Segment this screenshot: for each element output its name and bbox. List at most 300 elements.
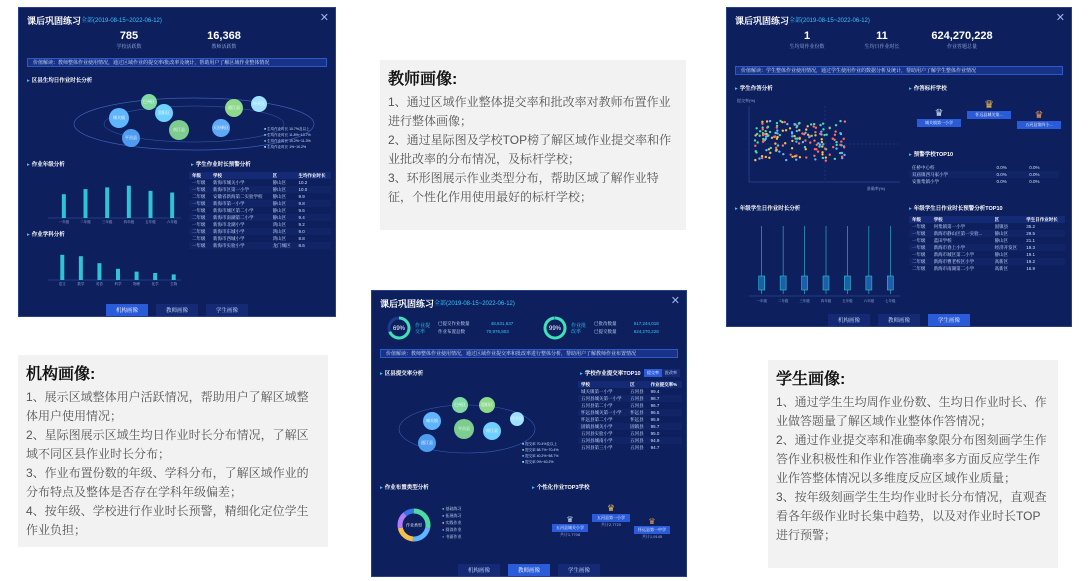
description-line: 1、通过学生生均周作业份数、生均日作业时长、作业做答题量了解区域作业整体作答情况； (776, 395, 1047, 428)
scatter-point (778, 150, 780, 152)
table-row (909, 244, 1065, 251)
section-title: ▸ 个性化作业TOP3学校 (532, 483, 590, 491)
bar[interactable] (149, 191, 153, 218)
bar[interactable] (79, 256, 83, 280)
scatter-point (767, 134, 769, 136)
table-row (909, 258, 1065, 265)
date-range[interactable]: 全部(2019-08-15~2022-06-12) (81, 18, 162, 24)
axis-tick-label: 一年级 (756, 299, 767, 303)
bar[interactable] (105, 187, 109, 218)
table-cell: 新海市区第一小学 (210, 186, 270, 193)
col-header: 区 (992, 216, 1024, 223)
table-row (189, 193, 331, 200)
svg-text:经开区: 经开区 (511, 416, 523, 421)
scatter-point (805, 156, 807, 158)
kpi-label: 生均日作业时长 (864, 44, 900, 50)
scatter-point (829, 154, 831, 156)
bar[interactable] (127, 186, 131, 218)
table-row (909, 171, 1059, 178)
legend-item: ■ 生均作业时长 10.2%~11.3% (264, 139, 311, 143)
scatter-point (795, 154, 797, 156)
table-cell: 新海市实验小学 (210, 242, 270, 249)
table-cell: 五河县 (630, 402, 644, 408)
grade-bar-chart (33, 172, 183, 228)
table-cell: 0.0% (1029, 165, 1040, 170)
bubble-label: 恩阳区 (158, 110, 170, 115)
kpi-label: 作业答题总量 (946, 44, 977, 50)
table-cell: 新海市北湖小学 (212, 221, 245, 227)
description-heading: 教师画像: (388, 71, 458, 88)
benchmark-schools (917, 94, 1067, 144)
section-title: ▸ 区县提交率分析 (380, 369, 423, 377)
scatter-point (807, 134, 809, 136)
scatter-point (758, 135, 760, 137)
scatter-point (765, 130, 767, 132)
scatter-point (818, 145, 820, 147)
section-title: ▸ 学生作答分析 (735, 84, 773, 92)
table-cell: 新海市春上小学 (931, 244, 992, 251)
scatter-point (824, 148, 826, 150)
kpi-total-answers (922, 30, 1002, 50)
toggle-submit[interactable]: 提交率 (644, 369, 662, 377)
axis-tick-label: 五年级 (842, 299, 853, 303)
scatter-point (784, 121, 786, 123)
bar[interactable] (97, 263, 101, 280)
table-cell: 19.2 (1023, 258, 1065, 265)
tab-institution[interactable]: 机构画像 (106, 304, 148, 316)
axis-tick-label: 生物 (170, 282, 178, 286)
table-cell: 9.4 (295, 214, 331, 221)
svg-text:巴州区: 巴州区 (454, 402, 466, 407)
table-row (909, 223, 1065, 230)
scatter-point (769, 131, 771, 133)
scatter-point (813, 125, 815, 127)
description-line: 2、星际图展示区域生均日作业时长分布情况，了解区域不同区县作业时长分布； (26, 428, 309, 461)
scatter-point (814, 134, 816, 136)
donut-center-label: 作业类型 (406, 522, 422, 528)
scatter-point (814, 158, 816, 160)
scatter-point (823, 134, 825, 136)
kpi-label: 教师活跃数 (211, 44, 237, 50)
bar[interactable] (172, 274, 176, 280)
date-range[interactable]: 全部(2019-08-15~2022-06-12) (789, 18, 870, 24)
axis-tick-label: 七年级 (885, 299, 896, 303)
table-cell: 鸿山区 (272, 235, 287, 241)
table-cell: 94.7 (650, 445, 660, 450)
table-cell: 五河县第三小学 (581, 444, 613, 450)
description-line: 3、环形图展示作业类型分布，帮助区域了解作业特征，个性化作用使用最好的标杆学校； (388, 171, 659, 204)
axis-tick-label: 二年级 (80, 220, 91, 224)
table-row (189, 228, 331, 235)
kpi-active-teachers (194, 30, 254, 50)
scatter-point (814, 131, 816, 133)
kpi-active-schools (104, 30, 154, 50)
scatter-point (835, 147, 837, 149)
scatter-point (804, 146, 806, 148)
scatter-point (826, 133, 828, 135)
scatter-point (774, 142, 776, 144)
table-cell: 新海市南湖第二小学 (933, 265, 975, 271)
table-cell: 一年级 (189, 200, 210, 207)
scatter-point (834, 134, 836, 136)
scatter-point (782, 130, 784, 132)
table-cell: 龙门城区 (270, 242, 296, 249)
scatter-point (791, 140, 793, 142)
section-title: ▸ 预警学校TOP10 (909, 150, 953, 158)
section-title: ▸ 学校作业提交率TOP10 (580, 369, 641, 377)
scatter-point (834, 158, 836, 160)
col-header: 作业提交率% (648, 381, 682, 388)
table-cell: 怀远县 (627, 409, 648, 416)
scatter-point (810, 123, 812, 125)
table-cell: 静山区 (272, 179, 287, 185)
table-cell: 一年级 (912, 223, 926, 229)
scatter-point (841, 152, 843, 154)
table-row (189, 242, 331, 249)
assignment-type-donut (394, 505, 434, 545)
tab-institution[interactable]: 机构画像 (828, 314, 870, 326)
box[interactable] (844, 276, 850, 290)
axis-tick-label: 五年级 (145, 220, 156, 224)
scatter-point (822, 128, 824, 130)
school-top10-table (578, 381, 682, 451)
legend-item: ■ 生均作业时长 1%~10.2% (264, 145, 307, 149)
description-line: 1、展示区域整体用户活跃情况，帮助用户了解区域整体用户使用情况； (26, 390, 309, 423)
table-cell: 五河县第二小学 (581, 402, 613, 408)
table-cell: 新海市南湖第二小学 (210, 214, 270, 221)
table-cell: 9.2 (298, 222, 305, 227)
kpi-value: 785 (119, 30, 139, 42)
close-icon[interactable]: ✕ (1055, 12, 1065, 24)
table-row (189, 179, 331, 186)
scatter-point (795, 126, 797, 128)
scatter-point (776, 129, 778, 131)
scatter-point (816, 144, 818, 146)
col-header: 学校 (578, 381, 627, 388)
scatter-point (785, 129, 787, 131)
scatter-point (768, 157, 770, 159)
table-cell: 五河县 (627, 395, 648, 402)
value-note: 价值解读：教师整体作业使用情况，通过区域作业的提交率/批改率及统计，帮助用户了解区域作业整体情况 (27, 58, 327, 67)
scatter-point (761, 123, 763, 125)
table-cell: 二年级 (189, 214, 210, 221)
table-cell: 0.0% (1026, 171, 1059, 178)
value-note: 价值解读：教师整体作业使用情况，通过区域作业提交率和批改率进行整体分析，帮助用户了解教师作业布置情况 (380, 349, 678, 358)
kpi-daily-duration (852, 30, 912, 50)
scatter-point (839, 132, 841, 134)
scatter-point (776, 136, 778, 138)
table-cell: 城关镇第一小学 (581, 388, 613, 394)
bar[interactable] (116, 269, 120, 280)
podium-item-1[interactable]: ♛ 五河县第一小学 共计2,7720 (592, 503, 630, 528)
axis-tick-label: 英语 (95, 282, 103, 286)
table-cell: 静山区 (270, 186, 296, 193)
bar[interactable] (62, 194, 66, 218)
scatter-point (754, 139, 756, 141)
table-row (578, 388, 682, 395)
ring-percent: 69% (392, 326, 406, 332)
table-cell: 8.6 (295, 242, 331, 249)
table-cell: 静山区 (272, 193, 287, 199)
tab-teacher[interactable]: 教师画像 (878, 314, 920, 326)
table-cell: 9.6 (298, 208, 305, 213)
col-header: 生均作业时长 (295, 172, 331, 179)
table-row (909, 237, 1065, 244)
table-row (578, 430, 682, 437)
scatter-point (795, 140, 797, 142)
table-cell: 0.0% (994, 171, 1027, 178)
review-rate-ring (542, 315, 568, 341)
scatter-point (791, 156, 793, 158)
bar[interactable] (170, 193, 174, 219)
box[interactable] (866, 276, 872, 290)
table-cell: 新海市曹老校区小学 (931, 258, 992, 265)
date-range[interactable]: 全部(2019-08-15~2022-06-12) (434, 301, 515, 307)
scatter-point (767, 126, 769, 128)
portrait-tabs (372, 564, 686, 576)
table-row (909, 230, 1065, 237)
table-row (578, 437, 682, 444)
table-cell: 双庙镇西马家小学 (909, 171, 994, 178)
podium-item-3[interactable]: ♛ 怀远县第一中学 共计1,9145 (634, 517, 670, 540)
table-cell: 五河县 (627, 437, 648, 444)
table-cell: 静山区 (270, 200, 296, 207)
student-warning-table (909, 216, 1065, 272)
scatter-point (802, 141, 804, 143)
table-cell: 新海市静山区第一实验... (931, 230, 992, 237)
col-header: 区 (270, 172, 296, 179)
table-row (189, 214, 331, 221)
close-icon[interactable]: ✕ (319, 12, 329, 24)
scatter-point (777, 144, 779, 146)
tab-student[interactable]: 学生画像 (928, 314, 970, 326)
box[interactable] (887, 276, 893, 290)
scatter-point (759, 130, 761, 132)
student-portrait-panel (726, 7, 1072, 327)
scatter-point (755, 151, 757, 153)
scatter-point (755, 127, 757, 129)
tab-student[interactable]: 学生画像 (558, 564, 600, 576)
table-cell: 怀远县第二小学 (581, 416, 613, 422)
table-cell: 固镇县 (627, 423, 648, 430)
scatter-point (775, 147, 777, 149)
table-cell: 固镇县 (994, 223, 1009, 229)
kpi-value: 1 (803, 30, 811, 42)
scatter-point (843, 138, 845, 140)
podium-item-2[interactable]: ♛ 五河县城关小学 共计1,7708 (552, 515, 588, 538)
table-cell: 19.1 (1026, 252, 1036, 257)
axis-tick-label: 二年级 (777, 299, 789, 303)
table-cell: 一年级 (909, 244, 931, 251)
table-cell: 安徽省新海第二实验学校 (212, 193, 263, 199)
table-row (578, 402, 682, 409)
table-cell: 怀远县 (630, 416, 644, 422)
table-cell: 一年级 (912, 251, 926, 257)
table-cell: 经济开发区 (992, 244, 1024, 251)
box[interactable] (802, 276, 808, 290)
table-row (909, 265, 1065, 272)
scatter-point (789, 127, 791, 129)
scatter-point (782, 144, 784, 146)
tab-teacher[interactable]: 教师画像 (156, 304, 198, 316)
scatter-point (801, 132, 803, 134)
scatter-point (843, 146, 845, 148)
scatter-point (775, 149, 777, 151)
benchmark-item[interactable]: ♛ 怀远县城关第... (967, 98, 1011, 119)
svg-text:南江县: 南江县 (486, 428, 498, 433)
table-cell: 静山区 (994, 251, 1009, 257)
description-line: 3、按年级刻画学生生均作业时长分布情况，直观查看各年级作业时长集中趋势，以及对作业时长TOP进行预警； (776, 490, 1047, 542)
bar[interactable] (135, 272, 139, 280)
scatter-point (844, 120, 846, 122)
box[interactable] (759, 276, 765, 290)
svg-text:城关镇: 城关镇 (426, 418, 438, 423)
scatter-point (821, 151, 823, 153)
section-title: ▸ 作业年级分析 (27, 160, 65, 168)
table-row (909, 164, 1059, 171)
kpi-value: 16,368 (207, 30, 241, 42)
scatter-point (786, 123, 788, 125)
bubble-legend (264, 126, 311, 150)
scatter-point (776, 126, 778, 128)
svg-text:恩阳区: 恩阳区 (481, 402, 493, 407)
table-cell: 8.8 (298, 236, 305, 241)
scatter-point (806, 125, 808, 127)
bubble-label: 天府新区 (213, 125, 229, 130)
table-cell: 一年级 (192, 221, 206, 227)
table-cell: 0.0% (996, 179, 1007, 184)
tab-student[interactable]: 学生画像 (206, 304, 248, 316)
col-header: 学生日作业时长 (1023, 216, 1065, 223)
table-cell: 95.9 (650, 417, 660, 422)
table-cell: 35.2 (1026, 224, 1036, 229)
scatter-point (819, 133, 821, 135)
table-cell: 0.0% (996, 165, 1007, 170)
table-cell: 五河县 (630, 388, 644, 394)
box[interactable] (780, 276, 786, 290)
table-cell: 五河县城关第一小学 (578, 395, 627, 402)
scatter-point (811, 135, 813, 137)
table-row (189, 186, 331, 193)
description-heading: 机构画像: (26, 366, 96, 383)
benchmark-item[interactable]: ♛ 五河县第四小... (1017, 110, 1061, 129)
section-title: ▸ 年级学生日作业时长预警分析TOP10 (909, 204, 1003, 212)
scatter-point (805, 148, 807, 150)
teacher-description-card (380, 60, 686, 230)
scatter-point (821, 141, 823, 143)
table-cell: 一年级 (189, 242, 210, 249)
table-row (189, 200, 331, 207)
description-line: 2、通过作业提交率和准确率象限分布图刻画学生作答作业积极性和作业作答准确率多方面反应学生作业作答整体情况以多维度反应区域作业质量； (776, 433, 1047, 485)
tab-institution[interactable]: 机构画像 (458, 564, 500, 576)
teacher-portrait-panel (371, 290, 687, 577)
table-cell: 高新区 (994, 265, 1009, 271)
table-row (578, 423, 682, 430)
tab-teacher[interactable]: 教师画像 (508, 564, 550, 576)
col-header: 学校 (210, 172, 270, 179)
panel-title: 课后巩固练习 (735, 16, 790, 26)
close-icon[interactable]: ✕ (670, 295, 680, 307)
bar[interactable] (60, 255, 64, 280)
table-cell: 鸿山区 (270, 228, 296, 235)
table-cell: 固镇县城关小学 (578, 423, 627, 430)
box[interactable] (823, 276, 829, 290)
description-line: 1、通过区域作业整体提交率和批改率对教师布置作业进行整体画像； (388, 95, 671, 128)
table-cell: 新海市城区第二小学 (933, 251, 975, 257)
table-cell: 99.4 (650, 389, 660, 394)
axis-tick-label: 三年级 (799, 299, 810, 303)
scatter-point (769, 120, 771, 122)
institution-description-card (18, 355, 328, 547)
table-cell: 任桥中心校 (912, 164, 935, 170)
scatter-point (819, 124, 821, 126)
institution-portrait-panel (18, 7, 336, 317)
toggle-review[interactable]: 批改率 (662, 369, 680, 377)
table-cell: 静山区 (994, 237, 1009, 243)
bar[interactable] (84, 189, 88, 218)
description-heading: 学生画像: (776, 371, 846, 388)
table-cell: 二年级 (912, 265, 926, 271)
scatter-point (771, 137, 773, 139)
legend-item: ■ 生均作业时长 11.8%~13.7% (264, 133, 311, 137)
table-cell: 何集镇第一小学 (933, 223, 966, 229)
scatter-point (804, 132, 806, 134)
table-cell: 9.8 (295, 200, 331, 207)
section-title: ▸ 区县生均日作业时长分析 (27, 76, 92, 84)
kpi-value: 11 (876, 30, 888, 42)
table-row (578, 409, 682, 416)
kpi-label: 学校活跃数 (116, 44, 142, 50)
panel-title: 课后巩固练习 (27, 16, 82, 26)
scatter-point (841, 156, 843, 158)
benchmark-item[interactable]: ♛ 城关镇第一小学 (917, 108, 961, 127)
table-cell: 静山区 (270, 214, 296, 221)
scatter-point (776, 132, 778, 134)
scatter-point (822, 122, 824, 124)
table-cell: 一年级 (189, 186, 210, 193)
scatter-point (835, 144, 837, 146)
table-cell: 10.0 (295, 186, 331, 193)
description-line: 4、按年级、学校进行作业时长预警，精细化定位学生作业负担； (26, 504, 309, 537)
table-cell: 一年级 (192, 207, 206, 213)
table-row (578, 416, 682, 423)
scatter-point (791, 147, 793, 149)
scatter-point (793, 135, 795, 137)
scatter-point (829, 127, 831, 129)
section-title: ▸ 年级学生日作业时长分析 (735, 204, 800, 212)
table-row (189, 221, 331, 228)
table-cell: 98.7 (648, 395, 682, 402)
scatter-point (762, 140, 764, 142)
scatter-point (782, 153, 784, 155)
table-cell: 五河县实验小学 (581, 430, 613, 436)
table-cell: 怀远县城关第一小学 (578, 409, 627, 416)
subject-bar-chart (33, 240, 183, 290)
table-cell: 五河县 (630, 430, 644, 436)
scatter-point (840, 140, 842, 142)
table-cell: 二年级 (189, 228, 210, 235)
warning-table (189, 172, 331, 249)
table-cell: 静山区 (992, 230, 1024, 237)
table-cell: 蓝田学校 (933, 237, 952, 243)
scatter-point (817, 150, 819, 152)
scatter-point (834, 130, 836, 132)
description-line: 2、通过星际图及学校TOP榜了解区域作业提交率和作业批改率的分布情况，及标杆学校； (388, 133, 672, 166)
bar[interactable] (153, 273, 157, 280)
table-cell: 0.0% (1029, 179, 1040, 184)
table-cell: 16.9 (1026, 266, 1036, 271)
scatter-point (785, 159, 787, 161)
